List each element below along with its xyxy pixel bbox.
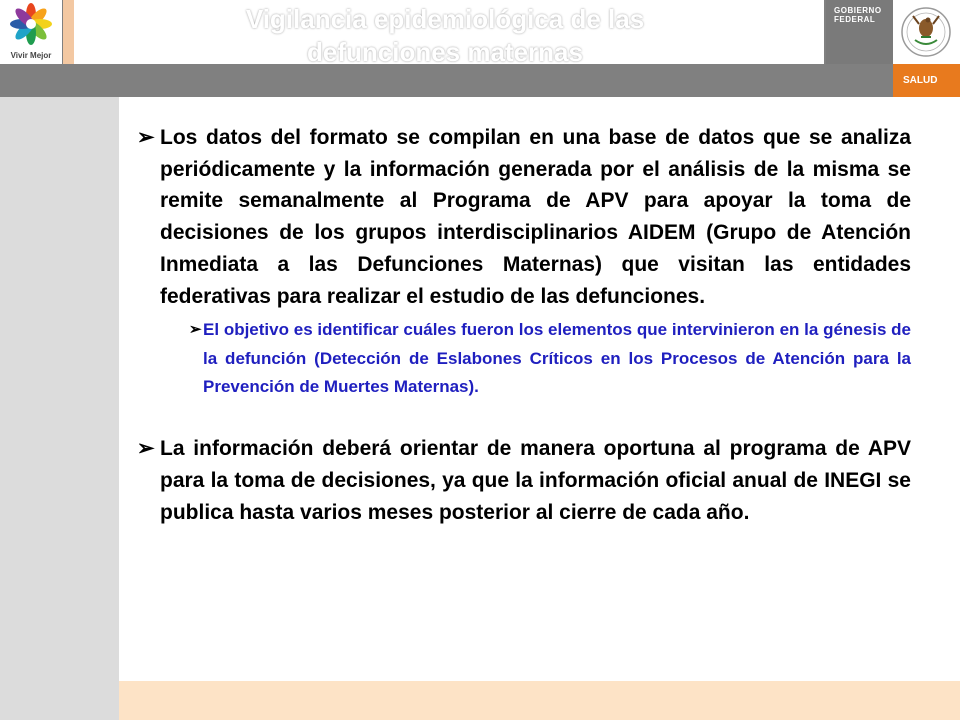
title-line-2: defunciones maternas <box>307 37 583 67</box>
logo-divider <box>63 0 74 64</box>
vivir-mejor-logo <box>0 0 62 64</box>
eagle-seal-icon <box>893 0 960 64</box>
page-title <box>120 3 770 69</box>
sub-bullet-item-1 <box>189 316 911 401</box>
left-sidebar-band <box>0 97 119 720</box>
arrow-bullet-icon: ➢ <box>137 126 155 149</box>
arrow-bullet-icon: ➢ <box>189 321 202 339</box>
arrow-bullet-icon: ➢ <box>137 437 155 461</box>
salud-label: SALUD <box>903 75 938 86</box>
gov-line-1: GOBIERNO <box>834 6 882 15</box>
bottom-band <box>119 681 960 720</box>
gobierno-federal-text <box>834 6 882 24</box>
main-content <box>137 122 911 528</box>
sub-bullet-1-text: El objetivo es identificar cuáles fueron los elementos que intervinieron en la génesis de la defunción (Detección de Eslabones Críticos en los Procesos de Atención para la Prevención de Muertes Maternas). <box>203 320 911 396</box>
bullet-item-1 <box>137 122 911 312</box>
logo-text: Vivir Mejor <box>10 51 52 60</box>
national-seal <box>893 0 960 64</box>
title-line-1: Vigilancia epidemiológica de las <box>245 4 645 34</box>
gov-line-2: FEDERAL <box>834 15 876 24</box>
bullet-1-text: Los datos del formato se compilan en una base de datos que se analiza periódicamente y la información generada por el análisis de la misma se remite semanalmente al Programa de APV para apoyar la toma de decisiones de los grupos interdisciplinarios AIDEM (Grupo de Atención Inmediata a las Defunciones Maternas) que visitan las entidades federativas para realizar el estudio de las defunciones. <box>160 126 911 308</box>
flower-logo-icon <box>0 0 62 64</box>
bullet-2-text: La información deberá orientar de manera oportuna al programa de APV para la toma de decisiones, ya que la información oficial anual de INEGI se publica hasta varios meses posterior al cierre de cada año. <box>160 437 911 524</box>
bullet-item-2 <box>137 433 911 528</box>
